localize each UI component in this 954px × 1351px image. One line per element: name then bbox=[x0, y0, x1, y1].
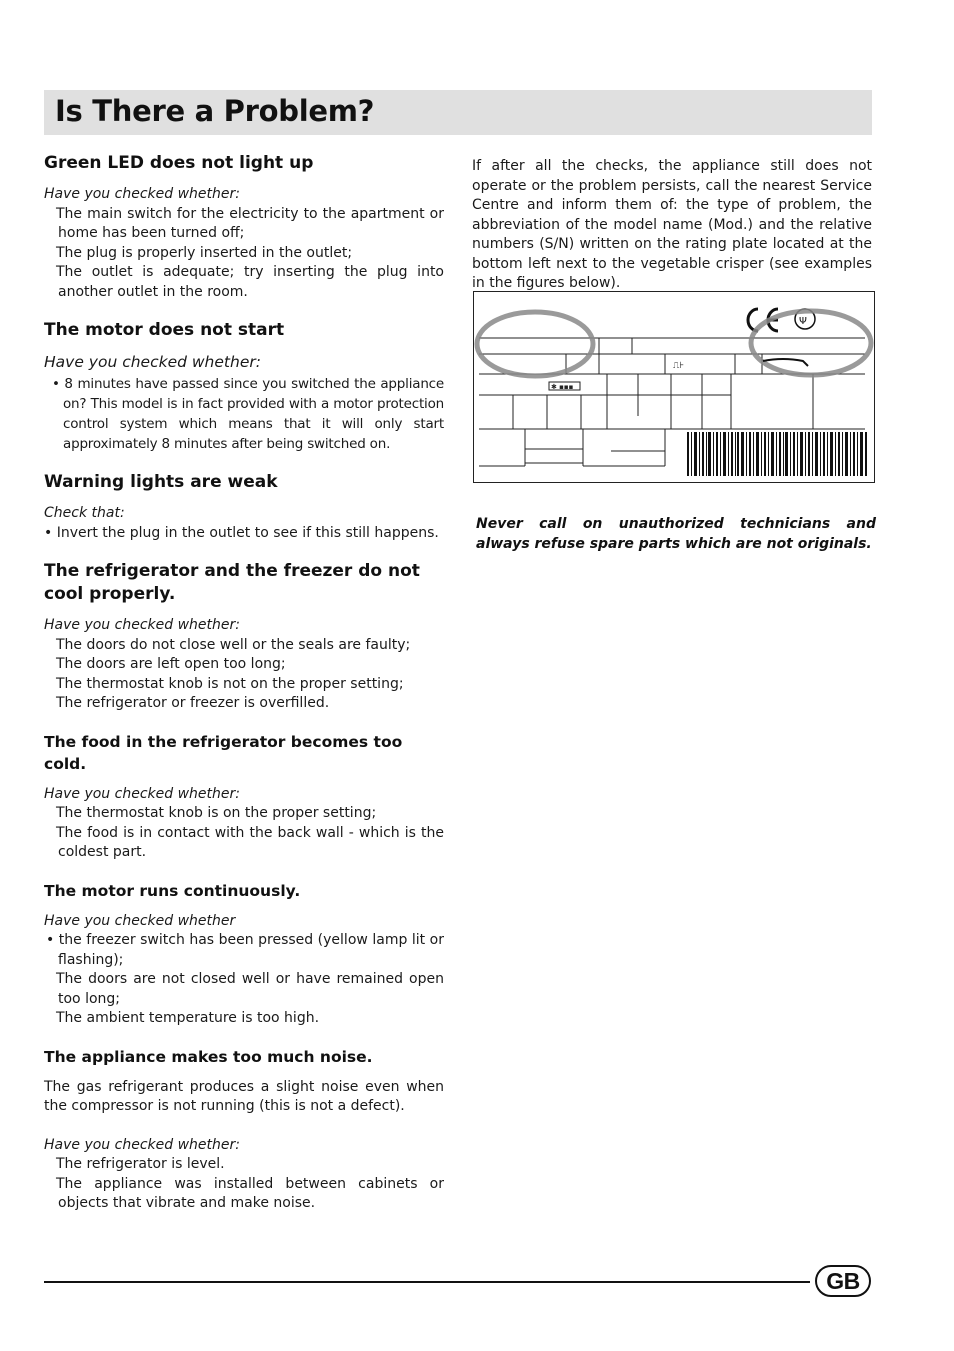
section-intro: Have you checked whether: bbox=[44, 1136, 240, 1153]
section-intro: Have you checked whether: bbox=[44, 186, 240, 202]
section-noise bbox=[44, 1046, 444, 1214]
left-column bbox=[44, 152, 444, 1231]
list-item: The thermostat knob is on the proper setting; bbox=[56, 805, 377, 821]
list-item: The appliance was installed between cabinets or objects that vibrate and make noise. bbox=[56, 1175, 444, 1211]
page-title: Is There a Problem? bbox=[55, 94, 375, 128]
list-item: The main switch for the electricity to the apartment or home has been turned off; bbox=[56, 205, 444, 241]
warning-note: Never call on unauthorized technicians and always refuse spare parts which are not originals. bbox=[476, 516, 876, 552]
list-item: • Invert the plug in the outlet to see if this still happens. bbox=[44, 524, 439, 541]
noise-paragraph: The gas refrigerant produces a slight noise even when the compressor is not running (this is not a defect). bbox=[44, 1078, 444, 1114]
section-heading: The motor runs continuously. bbox=[44, 881, 301, 900]
rating-plate-icon bbox=[473, 291, 875, 483]
section-heading: Warning lights are weak bbox=[44, 472, 278, 492]
section-warning-lights bbox=[44, 471, 444, 543]
section-intro: Have you checked whether: bbox=[44, 617, 240, 633]
svg-text:Ψ: Ψ bbox=[799, 316, 807, 327]
section-too-cold bbox=[44, 731, 444, 863]
list-item: • 8 minutes have passed since you switched the appliance on? This model is in fact provided with a motor protection control system which means that it will only start approximately 8 minutes after being switched on. bbox=[52, 376, 444, 452]
section-motor-not-start bbox=[44, 319, 444, 454]
section-intro: Check that: bbox=[44, 505, 125, 521]
section-motor-continuous bbox=[44, 880, 444, 1029]
section-heading: Green LED does not light up bbox=[44, 153, 314, 173]
section-heading: The food in the refrigerator becomes too cold. bbox=[44, 732, 403, 773]
svg-text:✱ ▪▪▪: ✱ ▪▪▪ bbox=[551, 383, 574, 391]
list-item: The outlet is adequate; try inserting the plug into another outlet in the room. bbox=[56, 264, 444, 300]
section-heading: The motor does not start bbox=[44, 320, 285, 340]
list-item: The doors do not close well or the seals are faulty; bbox=[56, 636, 411, 653]
section-intro: Have you checked whether bbox=[44, 912, 236, 929]
list-item: • the freezer switch has been pressed (yellow lamp lit or flashing); bbox=[46, 932, 444, 968]
section-heading: The appliance makes too much noise. bbox=[44, 1047, 373, 1066]
list-item: The refrigerator or freezer is overfilled. bbox=[56, 695, 330, 711]
right-column bbox=[472, 157, 872, 294]
list-item: The thermostat knob is not on the proper setting; bbox=[56, 675, 404, 692]
section-intro: Have you checked whether: bbox=[44, 353, 261, 371]
list-item: The doors are left open too long; bbox=[56, 656, 286, 672]
section-not-cool bbox=[44, 560, 444, 714]
section-intro: Have you checked whether: bbox=[44, 785, 240, 802]
footer-rule bbox=[44, 1281, 810, 1283]
list-item: The plug is properly inserted in the outlet; bbox=[56, 244, 353, 261]
service-paragraph: If after all the checks, the appliance still does not operate or the problem persists, call the nearest Service Centre and inform them of: the type of problem, the abbreviation of the model name (Mod.) and the relative numbers (S/N) written on the rating plate located at the bottom left next to the vegetable crisper (see examples in the figures below). bbox=[472, 158, 872, 291]
list-item: The doors are not closed well or have remained open too long; bbox=[56, 971, 444, 1007]
language-badge: GB bbox=[815, 1265, 871, 1297]
section-green-led bbox=[44, 152, 444, 302]
list-item: The ambient temperature is too high. bbox=[56, 1010, 320, 1026]
section-heading: The refrigerator and the freezer do not cool properly. bbox=[44, 561, 420, 604]
svg-text:⎍⊦: ⎍⊦ bbox=[673, 361, 684, 371]
list-item: The refrigerator is level. bbox=[56, 1156, 225, 1172]
list-item: The food is in contact with the back wall - which is the coldest part. bbox=[56, 824, 444, 860]
title-bar bbox=[44, 90, 872, 135]
